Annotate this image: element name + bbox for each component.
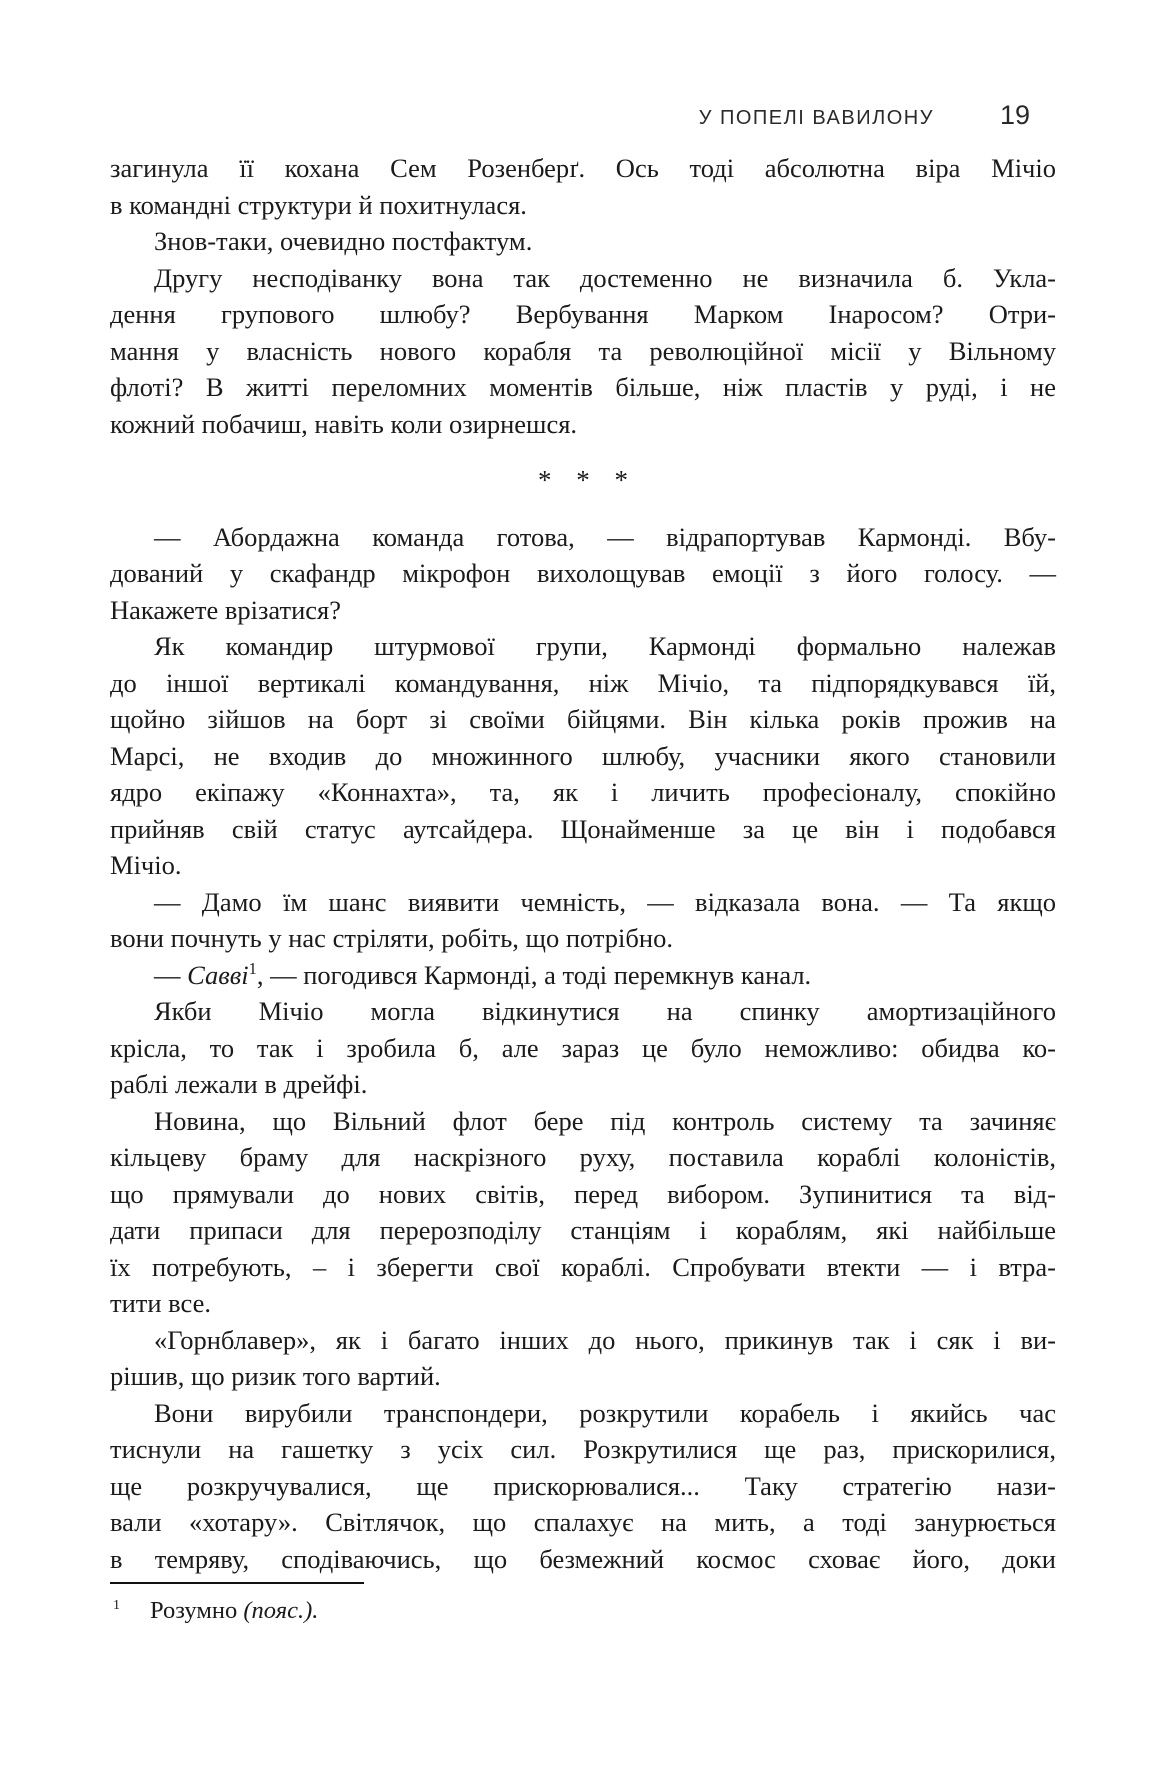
text-line: тити все.	[110, 1288, 211, 1318]
text-line: Знов-таки, очевидно постфактум.	[154, 226, 533, 256]
footnote-text	[150, 1597, 318, 1624]
paragraph	[110, 957, 1056, 994]
text-line: щойно зійшов на борт зі своїми бійцями. Він кілька років прожив на	[110, 704, 1056, 734]
text-line: вони почнуть у нас стріляти, робіть, що потрібно.	[110, 923, 673, 953]
text-line: Новина, що Вільний флот бере під контроль систему та зачиняє	[154, 1105, 1056, 1136]
paragraph	[110, 150, 1056, 223]
page-number: 19	[999, 100, 1030, 130]
text-line: Вони вирубили транспондери, розкрутили корабель і якийсь час	[154, 1397, 1056, 1428]
text-line: раблі лежали в дрейфі.	[110, 1069, 368, 1099]
text-line: ядро екіпажу «Коннахта», та, як і личить професіоналу, спокійно	[110, 777, 1056, 807]
text-line: ще розкручувалися, ще прискорювалися... Таку стратегію нази-	[110, 1470, 1056, 1501]
paragraph	[110, 993, 1056, 1103]
paragraph	[110, 628, 1056, 884]
text-line: флоті? В житті переломних моментів більше, ніж пластів у руді, і не	[110, 372, 1056, 402]
body-text	[110, 150, 1056, 1577]
text-line: до іншої вертикалі командування, ніж Мічіо, та підпорядкувався їй,	[110, 667, 1056, 698]
text-line: дати припаси для перерозподілу станціям і кораблям, які найбільше	[110, 1215, 1056, 1245]
footnote-text-regular: Розумно	[150, 1597, 244, 1624]
running-header	[110, 100, 1030, 131]
text-line: Накажете врізатися?	[110, 594, 341, 625]
text-line: крісла, то так і зробила б, але зараз це було неможливо: обидва ко-	[110, 1032, 1056, 1063]
text-line: їх потребують, – і зберегти свої кораблі. Спробувати втекти — і втра-	[110, 1251, 1056, 1282]
paragraph	[110, 260, 1056, 443]
text-line: — Абордажна команда готова, — відрапортував Кармонді. Вбу-	[154, 521, 1056, 552]
paragraph	[110, 884, 1056, 957]
text-line: Якби Мічіо могла відкинутися на спинку амортизаційного	[154, 996, 1056, 1026]
text-line: дення групового шлюбу? Вербування Марком Інаросом? Отри-	[110, 299, 1056, 329]
footnote	[110, 1582, 1056, 1626]
text-line: вали «хотару». Світлячок, що спалахує на мить, а тоді занурюється	[110, 1507, 1056, 1537]
text-line: Другу несподіванку вона так достеменно не визначила б. Укла-	[154, 262, 1056, 293]
scene-break: * * *	[538, 465, 628, 495]
text-line: рішив, що ризик того вартий.	[110, 1361, 441, 1391]
text-line: Мічіо.	[110, 850, 182, 880]
text-line: дований у скафандр мікрофон вихолощував емоції з його голосу. —	[110, 558, 1056, 588]
text-line: тиснули на гашетку з усіх сил. Розкрутилися ще раз, прискорилися,	[110, 1434, 1056, 1464]
text-line: загинула її кохана Сем Розенберґ. Ось тоді абсолютна віра Мічіо	[110, 153, 1056, 183]
footnote-text-italic: (пояс.).	[243, 1597, 319, 1624]
text-line: мання у власність нового корабля та революційної місії у Вільному	[110, 335, 1056, 366]
text-line: — Савві$^1$, — погодився Кармонді, а тоді перемкнув канал.	[154, 958, 812, 990]
footnote-marker: 1	[113, 1597, 120, 1613]
text-line: Як командир штурмової групи, Кармонді формально належав	[154, 631, 1056, 661]
paragraph	[110, 519, 1056, 629]
footnote-rule	[110, 1582, 364, 1584]
text-line: кільцеву браму для наскрізного руху, поставила кораблі колоністів,	[110, 1142, 1056, 1172]
text-line: — Дамо їм шанс виявити чемність, — відказала вона. — Та якщо	[154, 886, 1056, 917]
text-line: «Горнблавер», як і багато інших до нього, прикинув так і сяк і ви-	[154, 1324, 1056, 1355]
paragraph	[110, 1103, 1056, 1322]
text-line: прийняв свій статус аутсайдера. Щонайменше за це він і подобався	[110, 813, 1056, 844]
paragraph	[110, 1395, 1056, 1578]
running-title: У ПОПЕЛІ ВАВИЛОНУ	[698, 107, 934, 129]
paragraph	[110, 1322, 1056, 1395]
text-line: кожний побачиш, навіть коли озирнешся.	[110, 408, 578, 439]
text-line: в командні структури й похитнулася.	[110, 189, 527, 220]
text-line: в темряву, сподіваючись, що безмежний космос сховає його, доки	[110, 1543, 1056, 1574]
footnote-line	[110, 1596, 1056, 1626]
paragraph	[110, 223, 1056, 260]
text-line: що прямували до нових світів, перед вибором. Зупинитися та від-	[110, 1178, 1056, 1209]
text-line: Марсі, не входив до множинного шлюбу, учасники якого становили	[110, 740, 1056, 771]
